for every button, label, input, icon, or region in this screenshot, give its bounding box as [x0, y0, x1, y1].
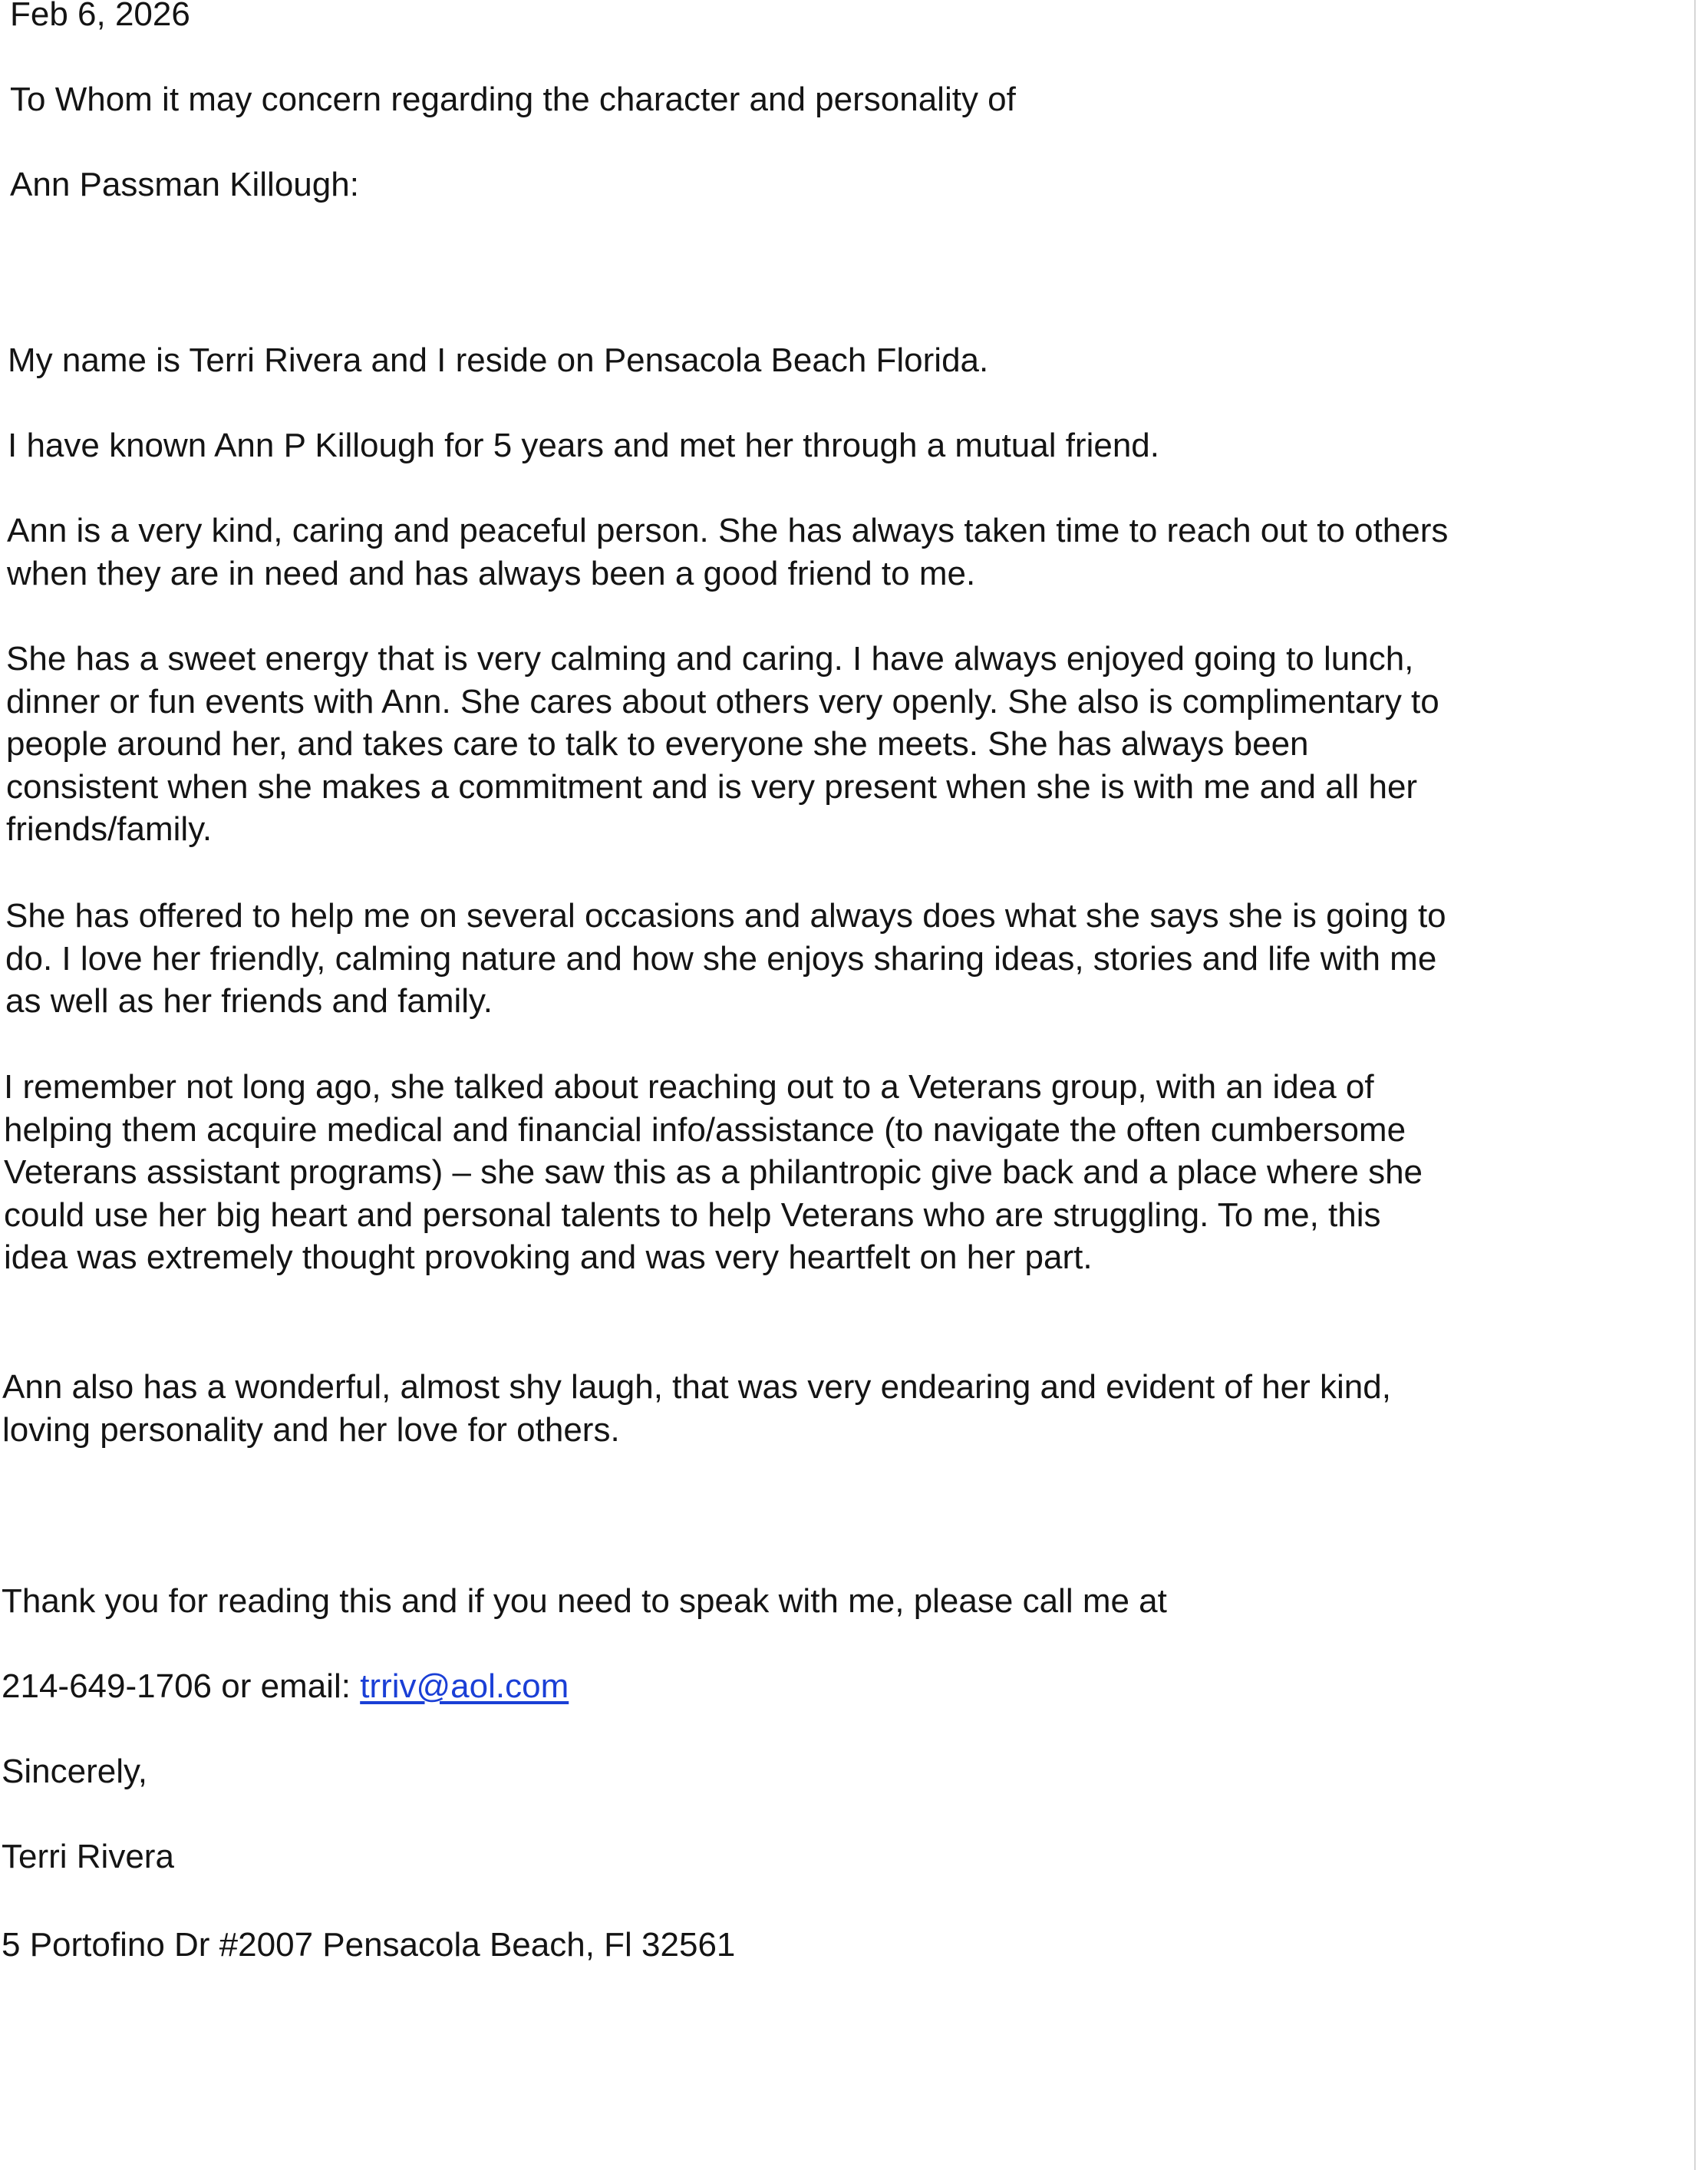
- paragraph-acquaintance: I have known Ann P Killough for 5 years and met her through a mutual friend.: [8, 427, 1159, 464]
- paragraph-kindness: Ann is a very kind, caring and peaceful person. She has always taken time to reach out to others when they are in need and has always been a good friend to me.: [7, 512, 1449, 592]
- sign-off: Sincerely,: [2, 1753, 147, 1790]
- contact-line: [2, 1666, 569, 1707]
- signer-name: Terri Rivera: [2, 1838, 174, 1875]
- paragraph-veterans: I remember not long ago, she talked about reaching out to a Veterans group, with an idea of helping them acquire medical and financial info/assistance (to navigate the often cumbersome Veterans assistant programs) – she saw this as a philantropic give back and a place where she could use her big heart and personal talents to help Veterans who are struggling. To me, this idea was extremely thought provoking and was very heartfelt on her part.: [4, 1068, 1423, 1276]
- salutation: To Whom it may concern regarding the character and personality of: [10, 81, 1016, 118]
- paragraph-energy: She has a sweet energy that is very calming and caring. I have always enjoyed going to lunch, dinner or fun events with Ann. She cares about others very openly. She also is complimentary to people around her, and takes care to talk to everyone she meets. She has always been consistent when she makes a commitment and is very present when she is with me and all her friends/family.: [6, 640, 1439, 848]
- signer-address: 5 Portofino Dr #2007 Pensacola Beach, Fl 32561: [2, 1926, 736, 1964]
- subject-name: Ann Passman Killough:: [10, 166, 359, 203]
- closing-request: Thank you for reading this and if you need to speak with me, please call me at: [2, 1582, 1167, 1620]
- paragraph-intro: My name is Terri Rivera and I reside on Pensacola Beach Florida.: [8, 341, 989, 379]
- paragraph-help: She has offered to help me on several occasions and always does what she says she is going to do. I love her friendly, calming nature and how she enjoys sharing ideas, stories and life with me as well as her friends and family.: [5, 897, 1446, 1020]
- page-edge-line: [1694, 0, 1696, 2170]
- email-link[interactable]: trriv@aol.com: [360, 1667, 569, 1705]
- paragraph-laugh: Ann also has a wonderful, almost shy laugh, that was very endearing and evident of her kind, loving personality and her love for others.: [2, 1368, 1391, 1449]
- letter-date: Feb 6, 2026: [10, 0, 190, 33]
- phone-number: 214-649-1706 or email:: [2, 1667, 351, 1705]
